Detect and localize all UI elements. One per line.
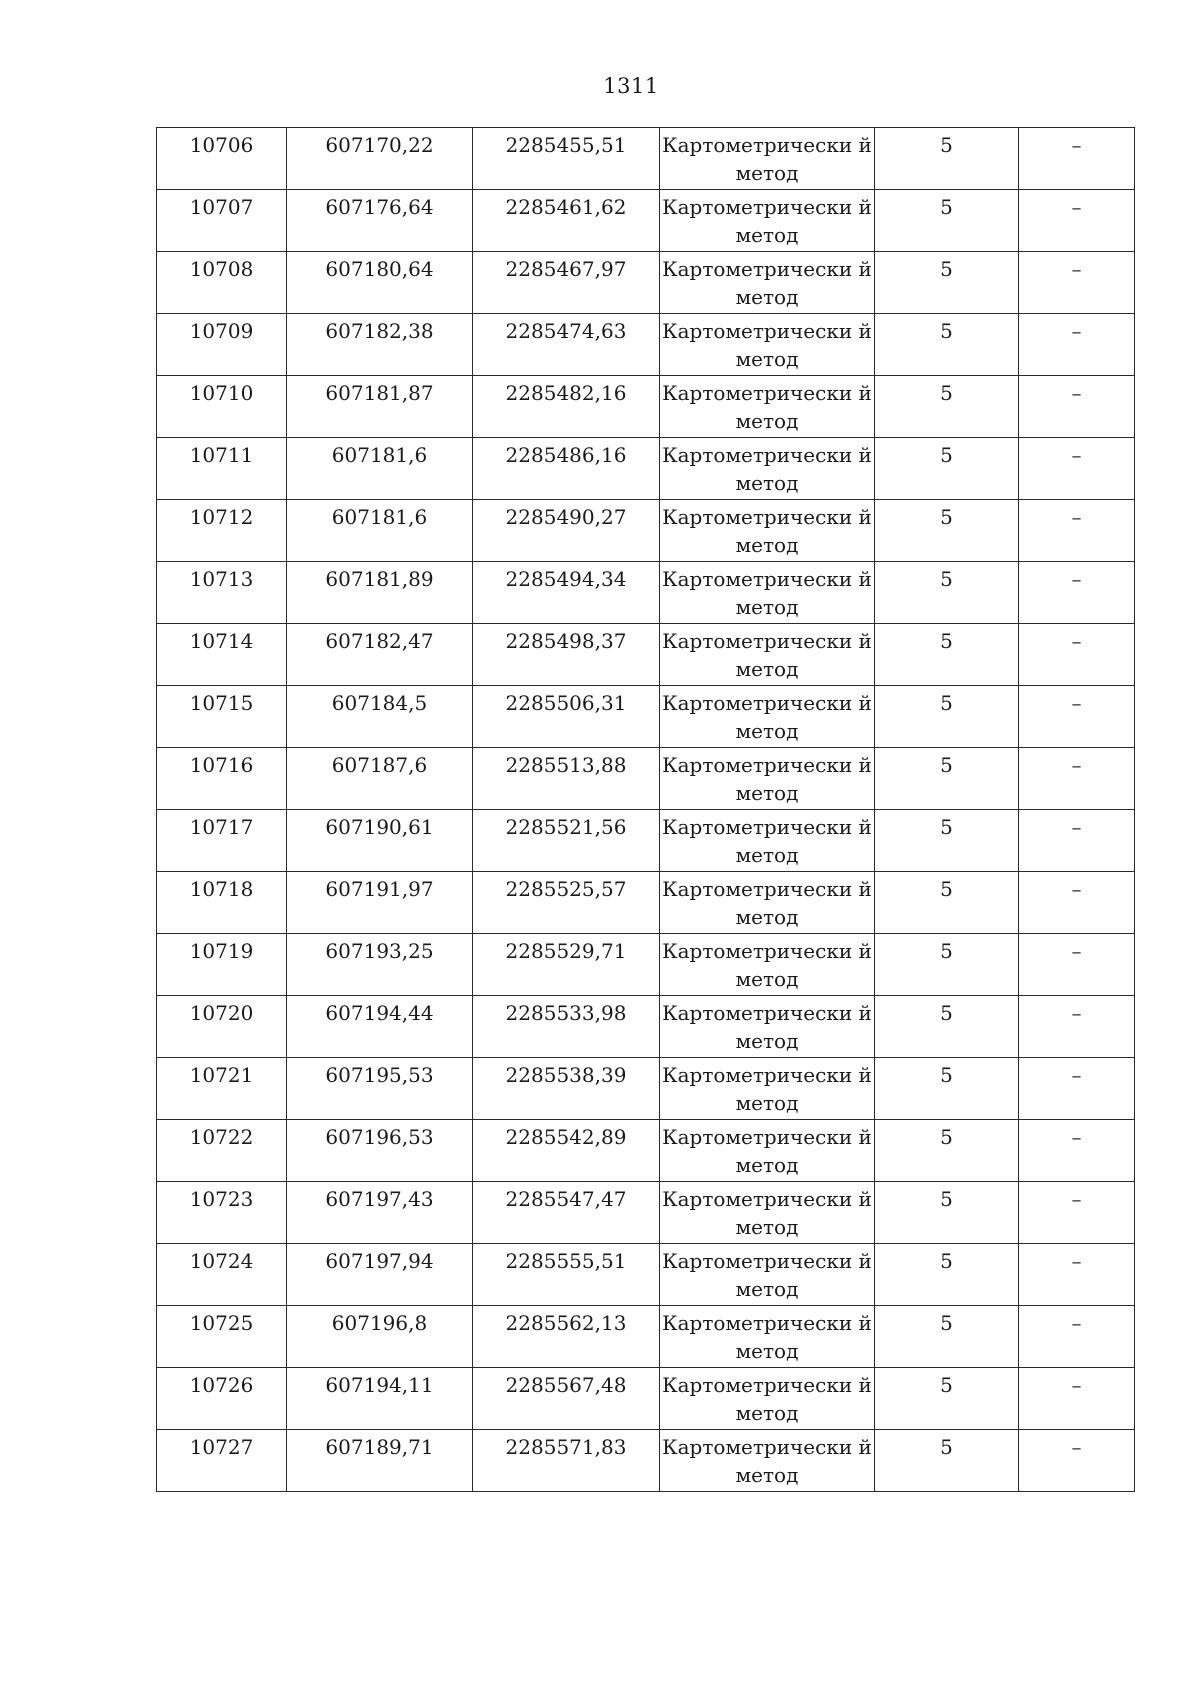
accuracy-cell: 5 — [875, 934, 1019, 996]
point-number-cell: 10712 — [157, 500, 287, 562]
y-coordinate-cell: 2285542,89 — [473, 1120, 660, 1182]
point-number-cell: 10707 — [157, 190, 287, 252]
method-cell: Картометрически й метод — [660, 190, 875, 252]
method-cell: Картометрически й метод — [660, 128, 875, 190]
x-coordinate-cell: 607180,64 — [287, 252, 473, 314]
point-number-cell: 10711 — [157, 438, 287, 500]
note-cell: – — [1019, 810, 1135, 872]
point-number-cell: 10722 — [157, 1120, 287, 1182]
point-number-cell: 10726 — [157, 1368, 287, 1430]
accuracy-cell: 5 — [875, 872, 1019, 934]
accuracy-cell: 5 — [875, 996, 1019, 1058]
table-row — [157, 562, 1135, 624]
accuracy-cell: 5 — [875, 376, 1019, 438]
y-coordinate-cell: 2285494,34 — [473, 562, 660, 624]
table-row — [157, 314, 1135, 376]
y-coordinate-cell: 2285567,48 — [473, 1368, 660, 1430]
point-number-cell: 10717 — [157, 810, 287, 872]
method-cell: Картометрически й метод — [660, 562, 875, 624]
point-number-cell: 10710 — [157, 376, 287, 438]
method-cell: Картометрически й метод — [660, 376, 875, 438]
accuracy-cell: 5 — [875, 1058, 1019, 1120]
x-coordinate-cell: 607193,25 — [287, 934, 473, 996]
method-cell: Картометрически й метод — [660, 996, 875, 1058]
note-cell: – — [1019, 1120, 1135, 1182]
table-row — [157, 810, 1135, 872]
point-number-cell: 10723 — [157, 1182, 287, 1244]
method-cell: Картометрически й метод — [660, 1120, 875, 1182]
y-coordinate-cell: 2285486,16 — [473, 438, 660, 500]
table-row — [157, 624, 1135, 686]
point-number-cell: 10716 — [157, 748, 287, 810]
note-cell: – — [1019, 438, 1135, 500]
x-coordinate-cell: 607170,22 — [287, 128, 473, 190]
y-coordinate-cell: 2285482,16 — [473, 376, 660, 438]
method-cell: Картометрически й метод — [660, 1430, 875, 1492]
point-number-cell: 10724 — [157, 1244, 287, 1306]
point-number-cell: 10719 — [157, 934, 287, 996]
method-cell: Картометрически й метод — [660, 686, 875, 748]
accuracy-cell: 5 — [875, 1244, 1019, 1306]
table-row — [157, 438, 1135, 500]
table-row — [157, 996, 1135, 1058]
note-cell: – — [1019, 996, 1135, 1058]
note-cell: – — [1019, 624, 1135, 686]
accuracy-cell: 5 — [875, 1430, 1019, 1492]
x-coordinate-cell: 607196,53 — [287, 1120, 473, 1182]
point-number-cell: 10708 — [157, 252, 287, 314]
method-cell: Картометрически й метод — [660, 314, 875, 376]
table-row — [157, 190, 1135, 252]
note-cell: – — [1019, 128, 1135, 190]
point-number-cell: 10714 — [157, 624, 287, 686]
x-coordinate-cell: 607190,61 — [287, 810, 473, 872]
y-coordinate-cell: 2285529,71 — [473, 934, 660, 996]
y-coordinate-cell: 2285461,62 — [473, 190, 660, 252]
table-body — [157, 128, 1135, 1492]
table-row — [157, 1430, 1135, 1492]
accuracy-cell: 5 — [875, 1120, 1019, 1182]
point-number-cell: 10721 — [157, 1058, 287, 1120]
method-cell: Картометрически й метод — [660, 934, 875, 996]
y-coordinate-cell: 2285474,63 — [473, 314, 660, 376]
table-row — [157, 1058, 1135, 1120]
accuracy-cell: 5 — [875, 190, 1019, 252]
accuracy-cell: 5 — [875, 1368, 1019, 1430]
y-coordinate-cell: 2285490,27 — [473, 500, 660, 562]
x-coordinate-cell: 607181,6 — [287, 438, 473, 500]
x-coordinate-cell: 607181,87 — [287, 376, 473, 438]
table-row — [157, 128, 1135, 190]
table-row — [157, 748, 1135, 810]
accuracy-cell: 5 — [875, 562, 1019, 624]
note-cell: – — [1019, 1368, 1135, 1430]
x-coordinate-cell: 607181,6 — [287, 500, 473, 562]
note-cell: – — [1019, 190, 1135, 252]
method-cell: Картометрически й метод — [660, 438, 875, 500]
table-row — [157, 872, 1135, 934]
point-number-cell: 10713 — [157, 562, 287, 624]
y-coordinate-cell: 2285562,13 — [473, 1306, 660, 1368]
note-cell: – — [1019, 872, 1135, 934]
note-cell: – — [1019, 314, 1135, 376]
method-cell: Картометрически й метод — [660, 1306, 875, 1368]
y-coordinate-cell: 2285538,39 — [473, 1058, 660, 1120]
table-row — [157, 500, 1135, 562]
y-coordinate-cell: 2285455,51 — [473, 128, 660, 190]
table-row — [157, 934, 1135, 996]
accuracy-cell: 5 — [875, 1306, 1019, 1368]
accuracy-cell: 5 — [875, 624, 1019, 686]
method-cell: Картометрически й метод — [660, 1058, 875, 1120]
note-cell: – — [1019, 562, 1135, 624]
x-coordinate-cell: 607194,44 — [287, 996, 473, 1058]
x-coordinate-cell: 607194,11 — [287, 1368, 473, 1430]
point-number-cell: 10720 — [157, 996, 287, 1058]
x-coordinate-cell: 607187,6 — [287, 748, 473, 810]
x-coordinate-cell: 607197,43 — [287, 1182, 473, 1244]
method-cell: Картометрически й метод — [660, 500, 875, 562]
x-coordinate-cell: 607181,89 — [287, 562, 473, 624]
table-row — [157, 252, 1135, 314]
note-cell: – — [1019, 1430, 1135, 1492]
x-coordinate-cell: 607182,47 — [287, 624, 473, 686]
table-row — [157, 1182, 1135, 1244]
note-cell: – — [1019, 500, 1135, 562]
y-coordinate-cell: 2285521,56 — [473, 810, 660, 872]
x-coordinate-cell: 607184,5 — [287, 686, 473, 748]
point-number-cell: 10715 — [157, 686, 287, 748]
y-coordinate-cell: 2285571,83 — [473, 1430, 660, 1492]
table-row — [157, 1306, 1135, 1368]
y-coordinate-cell: 2285506,31 — [473, 686, 660, 748]
accuracy-cell: 5 — [875, 1182, 1019, 1244]
table-row — [157, 1244, 1135, 1306]
method-cell: Картометрически й метод — [660, 1244, 875, 1306]
point-number-cell: 10709 — [157, 314, 287, 376]
table-row — [157, 1120, 1135, 1182]
note-cell: – — [1019, 1306, 1135, 1368]
accuracy-cell: 5 — [875, 252, 1019, 314]
point-number-cell: 10725 — [157, 1306, 287, 1368]
note-cell: – — [1019, 1182, 1135, 1244]
note-cell: – — [1019, 1244, 1135, 1306]
y-coordinate-cell: 2285525,57 — [473, 872, 660, 934]
method-cell: Картометрически й метод — [660, 1182, 875, 1244]
y-coordinate-cell: 2285467,97 — [473, 252, 660, 314]
note-cell: – — [1019, 686, 1135, 748]
accuracy-cell: 5 — [875, 748, 1019, 810]
y-coordinate-cell: 2285533,98 — [473, 996, 660, 1058]
method-cell: Картометрически й метод — [660, 624, 875, 686]
accuracy-cell: 5 — [875, 128, 1019, 190]
x-coordinate-cell: 607197,94 — [287, 1244, 473, 1306]
y-coordinate-cell: 2285498,37 — [473, 624, 660, 686]
x-coordinate-cell: 607182,38 — [287, 314, 473, 376]
y-coordinate-cell: 2285555,51 — [473, 1244, 660, 1306]
method-cell: Картометрически й метод — [660, 748, 875, 810]
y-coordinate-cell: 2285513,88 — [473, 748, 660, 810]
point-number-cell: 10718 — [157, 872, 287, 934]
coordinates-table — [156, 127, 1135, 1492]
accuracy-cell: 5 — [875, 810, 1019, 872]
x-coordinate-cell: 607191,97 — [287, 872, 473, 934]
note-cell: – — [1019, 252, 1135, 314]
accuracy-cell: 5 — [875, 500, 1019, 562]
method-cell: Картометрически й метод — [660, 872, 875, 934]
x-coordinate-cell: 607176,64 — [287, 190, 473, 252]
point-number-cell: 10706 — [157, 128, 287, 190]
method-cell: Картометрически й метод — [660, 810, 875, 872]
table-row — [157, 686, 1135, 748]
table-row — [157, 376, 1135, 438]
x-coordinate-cell: 607189,71 — [287, 1430, 473, 1492]
y-coordinate-cell: 2285547,47 — [473, 1182, 660, 1244]
x-coordinate-cell: 607196,8 — [287, 1306, 473, 1368]
accuracy-cell: 5 — [875, 686, 1019, 748]
x-coordinate-cell: 607195,53 — [287, 1058, 473, 1120]
page-number: 1311 — [603, 74, 659, 98]
method-cell: Картометрически й метод — [660, 1368, 875, 1430]
table-row — [157, 1368, 1135, 1430]
note-cell: – — [1019, 934, 1135, 996]
accuracy-cell: 5 — [875, 438, 1019, 500]
note-cell: – — [1019, 376, 1135, 438]
method-cell: Картометрически й метод — [660, 252, 875, 314]
note-cell: – — [1019, 1058, 1135, 1120]
accuracy-cell: 5 — [875, 314, 1019, 376]
point-number-cell: 10727 — [157, 1430, 287, 1492]
note-cell: – — [1019, 748, 1135, 810]
